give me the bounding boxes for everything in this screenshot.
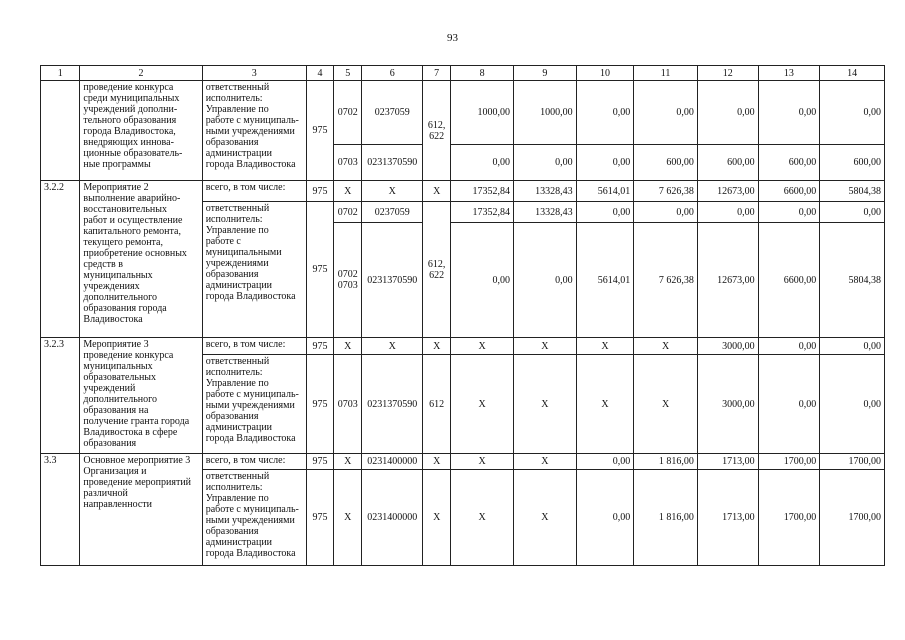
cell-value: 1700,00 [820,470,885,566]
cell-value: 0,00 [513,223,576,338]
cell-value: 0,00 [451,223,514,338]
cell-grbs: 975 [306,470,333,566]
cell-value: X [513,470,576,566]
cell-value: 600,00 [634,145,698,181]
cell-value: X [451,338,514,355]
cell-target: 0231400000 [362,470,423,566]
cell-value: 0,00 [513,145,576,181]
cell-value: 5804,38 [820,181,885,202]
col-header: 13 [758,66,820,81]
cell-value: X [451,470,514,566]
table-row [41,454,885,470]
cell-value: 0,00 [758,338,820,355]
cell-value: 0,00 [576,454,634,470]
cell-value: 3000,00 [697,355,758,454]
cell-expense-type: X [423,470,451,566]
cell-value: 0,00 [820,81,885,145]
cell-grbs: 975 [306,181,333,202]
cell-grbs: 975 [306,81,333,181]
cell-value: 600,00 [697,145,758,181]
activity-name: Основное мероприятие 3 Организация и проведение мероприятий различной направленности [80,454,202,566]
cell-value: 7 626,38 [634,223,698,338]
activity-name: Мероприятие 3 проведение конкурса муниципальных образовательных учреждений дополнительного образования на получение гранта города Владивостока в сфере образования [80,338,202,454]
cell-value: 0,00 [758,81,820,145]
cell-value: 1700,00 [820,454,885,470]
cell-expense-type: X [423,454,451,470]
cell-value: 3000,00 [697,338,758,355]
cell-target: 0231370590 [362,223,423,338]
cell-value: 12673,00 [697,223,758,338]
cell-expense-type: 612 [423,355,451,454]
cell-value: 5614,01 [576,223,634,338]
table-row [41,181,885,202]
col-header: 4 [306,66,333,81]
cell-value: 0,00 [697,202,758,223]
cell-value: 12673,00 [697,181,758,202]
cell-value: 600,00 [820,145,885,181]
cell-value: 0,00 [820,355,885,454]
cell-value: 0,00 [697,81,758,145]
activity-name: проведение конкурса среди муниципальных учреждений дополни- тельного образования города Владивостока, внедряющих иннова- ционные образователь- ные программы [80,81,202,181]
cell-value: 1700,00 [758,470,820,566]
cell-value: 0,00 [758,355,820,454]
responsible-executor: ответственный исполнитель: Управление по работе с муниципальными учреждениями образования администрации города Владивостока [202,202,306,338]
cell-grbs: 975 [306,454,333,470]
col-header: 1 [41,66,80,81]
col-header: 6 [362,66,423,81]
cell-value: 1 816,00 [634,454,698,470]
cell-section: X [334,454,362,470]
cell-section: X [334,338,362,355]
total-label: всего, в том числе: [202,181,306,202]
responsible-executor: ответственный исполнитель: Управление по работе с муниципаль- ными учреждениями образования администрации города Владивостока [202,355,306,454]
cell-value: 7 626,38 [634,181,698,202]
cell-value: 1000,00 [451,81,514,145]
cell-value: 5804,38 [820,223,885,338]
responsible-executor: ответственный исполнитель: Управление по работе с муниципаль- ными учреждениями образования администрации города Владивостока [202,81,306,181]
cell-section: 0703 [334,145,362,181]
cell-value: 13328,43 [513,202,576,223]
item-number: 3.2.3 [41,338,80,454]
cell-value: X [513,454,576,470]
cell-section: X [334,470,362,566]
col-header: 10 [576,66,634,81]
cell-value: 0,00 [451,145,514,181]
cell-value: 0,00 [820,202,885,223]
column-number-row [41,66,885,81]
cell-value: 600,00 [758,145,820,181]
budget-table [40,65,885,566]
activity-name: Мероприятие 2 выполнение аварийно- восстановительных работ и осуществление капитального ремонта, текущего ремонта, приобретение основных средств в муниципальных учреждениях дополнительного образования города Владивостока [80,181,202,338]
col-header: 8 [451,66,514,81]
cell-section: X [334,181,362,202]
col-header: 14 [820,66,885,81]
cell-value: X [513,338,576,355]
cell-section: 0702 0703 [334,223,362,338]
cell-target: 0231400000 [362,454,423,470]
cell-value: 1700,00 [758,454,820,470]
cell-value: 17352,84 [451,181,514,202]
cell-value: 0,00 [576,202,634,223]
cell-value: 0,00 [576,81,634,145]
cell-target: 0237059 [362,81,423,145]
col-header: 2 [80,66,202,81]
cell-target: X [362,338,423,355]
col-header: 9 [513,66,576,81]
cell-target: 0231370590 [362,355,423,454]
total-label: всего, в том числе: [202,338,306,355]
col-header: 12 [697,66,758,81]
item-number [41,81,80,181]
cell-value: 0,00 [576,470,634,566]
cell-target: X [362,181,423,202]
cell-target: 0231370590 [362,145,423,181]
table-row [41,81,885,145]
col-header: 11 [634,66,698,81]
total-label: всего, в том числе: [202,454,306,470]
item-number: 3.2.2 [41,181,80,338]
cell-value: 1000,00 [513,81,576,145]
col-header: 3 [202,66,306,81]
page-number: 93 [447,32,458,44]
cell-value: 17352,84 [451,202,514,223]
cell-value: 0,00 [634,81,698,145]
cell-expense-type: 612, 622 [423,81,451,181]
cell-expense-type: X [423,181,451,202]
cell-value: 0,00 [576,145,634,181]
cell-value: 5614,01 [576,181,634,202]
cell-value: 13328,43 [513,181,576,202]
cell-value: 6600,00 [758,181,820,202]
cell-value: X [634,355,698,454]
cell-value: 6600,00 [758,223,820,338]
col-header: 7 [423,66,451,81]
cell-expense-type: 612, 622 [423,202,451,338]
item-number: 3.3 [41,454,80,566]
cell-value: X [513,355,576,454]
table-row [41,338,885,355]
cell-section: 0703 [334,355,362,454]
responsible-executor: ответственный исполнитель: Управление по работе с муниципаль- ными учреждениями образования администрации города Владивостока [202,470,306,566]
cell-grbs: 975 [306,202,333,338]
cell-value: X [576,355,634,454]
cell-value: 0,00 [758,202,820,223]
cell-value: X [634,338,698,355]
col-header: 5 [334,66,362,81]
cell-grbs: 975 [306,355,333,454]
cell-value: 0,00 [634,202,698,223]
cell-value: 1713,00 [697,470,758,566]
cell-value: 0,00 [820,338,885,355]
cell-value: 1713,00 [697,454,758,470]
cell-target: 0237059 [362,202,423,223]
cell-value: X [576,338,634,355]
cell-value: X [451,454,514,470]
cell-section: 0702 [334,202,362,223]
cell-value: 1 816,00 [634,470,698,566]
cell-expense-type: X [423,338,451,355]
cell-section: 0702 [334,81,362,145]
cell-grbs: 975 [306,338,333,355]
cell-value: X [451,355,514,454]
